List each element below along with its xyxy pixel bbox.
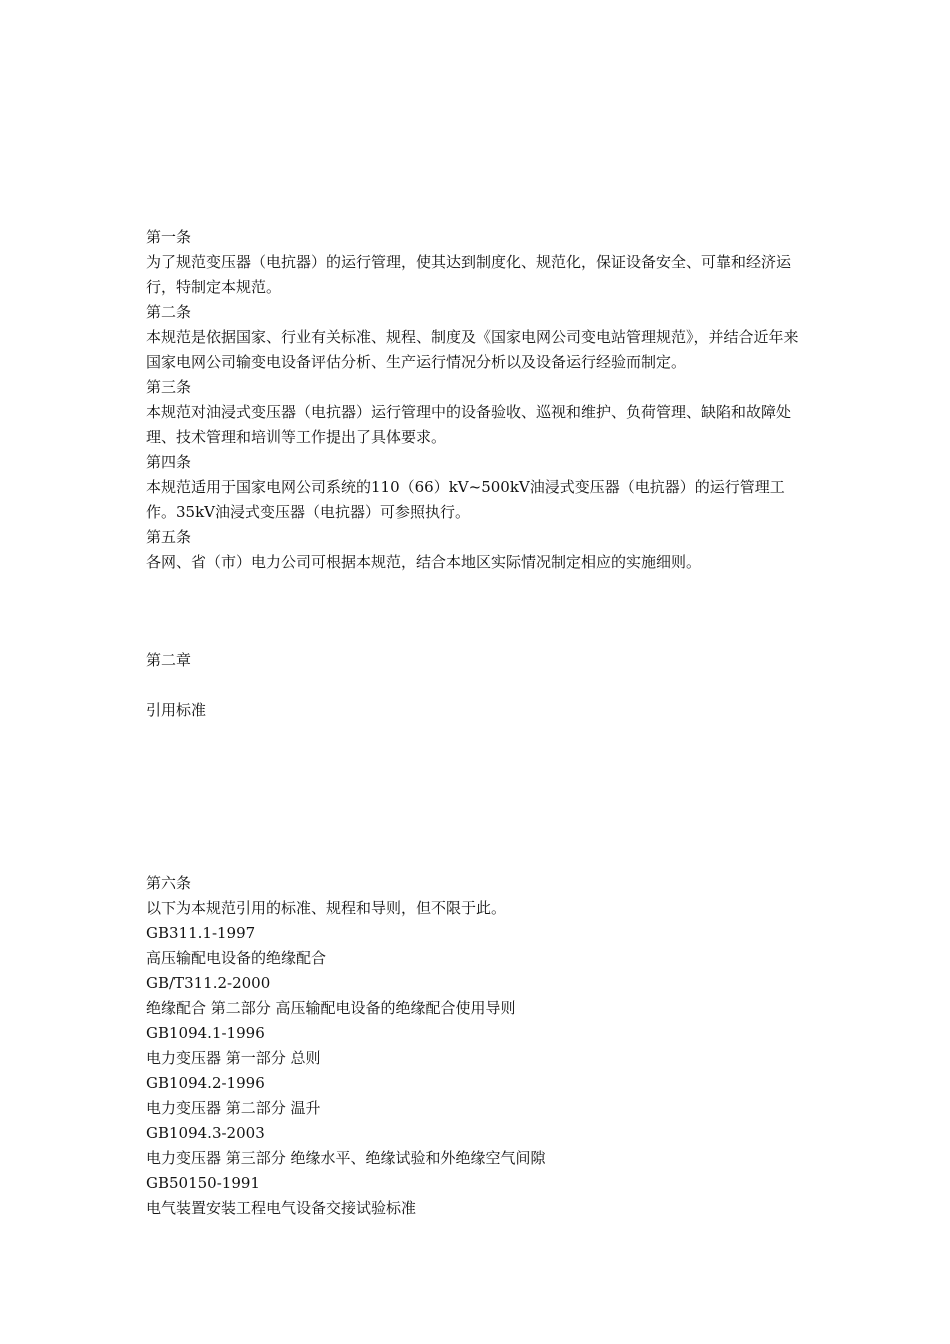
- chapter-title: 引用标准: [146, 701, 207, 719]
- standard-5-name: 电力变压器 第三部分 绝缘水平、绝缘试验和外绝缘空气间隙: [146, 1149, 546, 1167]
- article-3-heading: 第三条: [146, 378, 192, 396]
- article-1-text: 为了规范变压器（电抗器）的运行管理，使其达到制度化、规范化，保证设备安全、可靠和经济运行，特制定本规范。: [146, 253, 792, 296]
- standard-6-name: 电气装置安装工程电气设备交接试验标准: [146, 1199, 417, 1217]
- standard-2-name: 绝缘配合 第二部分 高压输配电设备的绝缘配合使用导则: [146, 999, 516, 1017]
- article-6: [146, 871, 810, 1221]
- article-2-heading: 第二条: [146, 303, 192, 321]
- standard-1-code: GB311.1-1997: [146, 924, 256, 942]
- article-6-intro: 以下为本规范引用的标准、规程和导则，但不限于此。: [146, 899, 507, 917]
- standard-1-name: 高压输配电设备的绝缘配合: [146, 949, 327, 967]
- standard-3-name: 电力变压器 第一部分 总则: [146, 1049, 321, 1067]
- article-3-text: 本规范对油浸式变压器（电抗器）运行管理中的设备验收、巡视和维护、负荷管理、缺陷和故障处理、技术管理和培训等工作提出了具体要求。: [146, 403, 792, 446]
- standard-6-code: GB50150-1991: [146, 1174, 260, 1192]
- standard-4-code: GB1094.2-1996: [146, 1074, 265, 1092]
- standard-2-code: GB/T311.2-2000: [146, 974, 271, 992]
- article-5-text: 各网、省（市）电力公司可根据本规范，结合本地区实际情况制定相应的实施细则。: [146, 553, 702, 571]
- article-5-heading: 第五条: [146, 528, 192, 546]
- article-4-heading: 第四条: [146, 453, 192, 471]
- article-1-heading: 第一条: [146, 228, 192, 246]
- chapter-label: 第二章: [146, 651, 192, 669]
- standard-4-name: 电力变压器 第二部分 温升: [146, 1099, 321, 1117]
- article-4-text: 本规范适用于国家电网公司系统的110（66）kV~500kV油浸式变压器（电抗器）的运行管理工作。35kV油浸式变压器（电抗器）可参照执行。: [146, 478, 785, 521]
- standard-5-code: GB1094.3-2003: [146, 1124, 265, 1142]
- chapter-one-articles: [146, 225, 810, 575]
- standard-3-code: GB1094.1-1996: [146, 1024, 265, 1042]
- article-6-heading: 第六条: [146, 874, 192, 892]
- article-2-text: 本规范是依据国家、行业有关标准、规程、制度及《国家电网公司变电站管理规范》，并结合近年来国家电网公司输变电设备评估分析、生产运行情况分析以及设备运行经验而制定。: [146, 328, 799, 371]
